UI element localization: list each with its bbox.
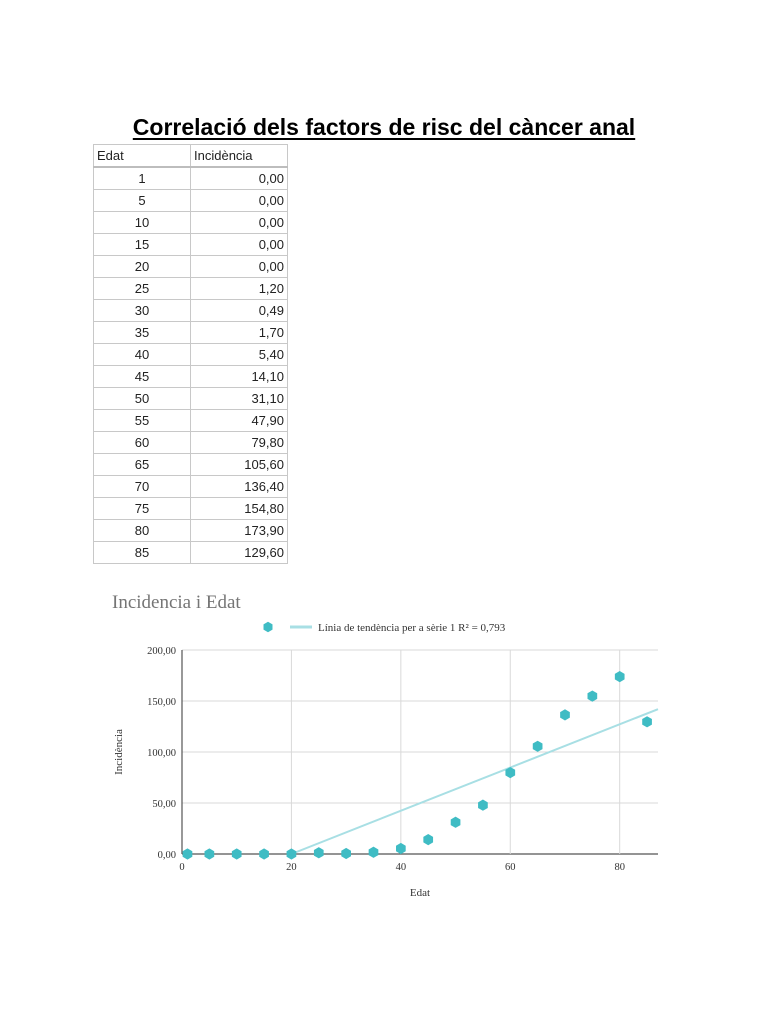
table-row	[94, 212, 288, 234]
table-row	[94, 432, 288, 454]
cell-incidence: 14,10	[191, 366, 288, 388]
table-row	[94, 520, 288, 542]
cell-incidence: 0,00	[191, 212, 288, 234]
table-row	[94, 300, 288, 322]
table-row	[94, 167, 288, 190]
table-row	[94, 454, 288, 476]
x-tick-label: 40	[395, 862, 407, 873]
cell-incidence: 0,49	[191, 300, 288, 322]
column-header-incidence: Incidència	[191, 145, 288, 168]
table-row	[94, 542, 288, 564]
x-tick-label: 80	[614, 862, 625, 873]
cell-age: 80	[94, 520, 191, 542]
table-row	[94, 256, 288, 278]
table-row	[94, 366, 288, 388]
cell-age: 35	[94, 322, 191, 344]
cell-age: 1	[94, 167, 191, 190]
document-title: Correlació dels factors de risc del càncer anal	[132, 114, 636, 140]
y-axis-label: Incidència	[113, 729, 125, 775]
table-row	[94, 234, 288, 256]
cell-age: 60	[94, 432, 191, 454]
cell-age: 10	[94, 212, 191, 234]
table-row	[94, 410, 288, 432]
cell-incidence: 136,40	[191, 476, 288, 498]
table-header-row	[94, 145, 288, 168]
cell-incidence: 1,70	[191, 322, 288, 344]
table-row	[94, 278, 288, 300]
cell-age: 40	[94, 344, 191, 366]
cell-incidence: 105,60	[191, 454, 288, 476]
y-tick-label: 0,00	[157, 850, 176, 861]
column-header-age: Edat	[94, 145, 191, 168]
cell-age: 55	[94, 410, 191, 432]
cell-age: 15	[94, 234, 191, 256]
y-tick-label: 150,00	[147, 697, 176, 708]
y-tick-label: 200,00	[147, 646, 176, 657]
chart-title: Incidencia i Edat	[112, 592, 241, 613]
cell-incidence: 47,90	[191, 410, 288, 432]
table-body	[94, 167, 288, 564]
cell-age: 50	[94, 388, 191, 410]
table-row	[94, 476, 288, 498]
cell-age: 25	[94, 278, 191, 300]
scatter-chart	[98, 578, 678, 908]
cell-age: 30	[94, 300, 191, 322]
table-row	[94, 498, 288, 520]
cell-age: 20	[94, 256, 191, 278]
cell-age: 85	[94, 542, 191, 564]
cell-age: 45	[94, 366, 191, 388]
table-row	[94, 388, 288, 410]
cell-incidence: 129,60	[191, 542, 288, 564]
legend-label-trendline: Línia de tendència per a sèrie 1 R² = 0,793	[318, 622, 506, 634]
cell-incidence: 0,00	[191, 256, 288, 278]
table-row	[94, 344, 288, 366]
chart-container	[98, 578, 678, 908]
x-tick-label: 0	[179, 862, 185, 873]
x-tick-label: 20	[286, 862, 297, 873]
cell-age: 75	[94, 498, 191, 520]
cell-incidence: 0,00	[191, 167, 288, 190]
data-table	[93, 144, 288, 564]
table-row	[94, 190, 288, 212]
cell-age: 5	[94, 190, 191, 212]
cell-incidence: 5,40	[191, 344, 288, 366]
cell-incidence: 79,80	[191, 432, 288, 454]
cell-incidence: 0,00	[191, 234, 288, 256]
cell-age: 65	[94, 454, 191, 476]
cell-incidence: 1,20	[191, 278, 288, 300]
x-axis-label: Edat	[409, 887, 431, 899]
y-tick-label: 50,00	[152, 799, 176, 810]
cell-age: 70	[94, 476, 191, 498]
y-tick-label: 100,00	[147, 748, 176, 759]
cell-incidence: 31,10	[191, 388, 288, 410]
cell-incidence: 0,00	[191, 190, 288, 212]
x-tick-label: 60	[505, 862, 516, 873]
cell-incidence: 173,90	[191, 520, 288, 542]
cell-incidence: 154,80	[191, 498, 288, 520]
table-row	[94, 322, 288, 344]
